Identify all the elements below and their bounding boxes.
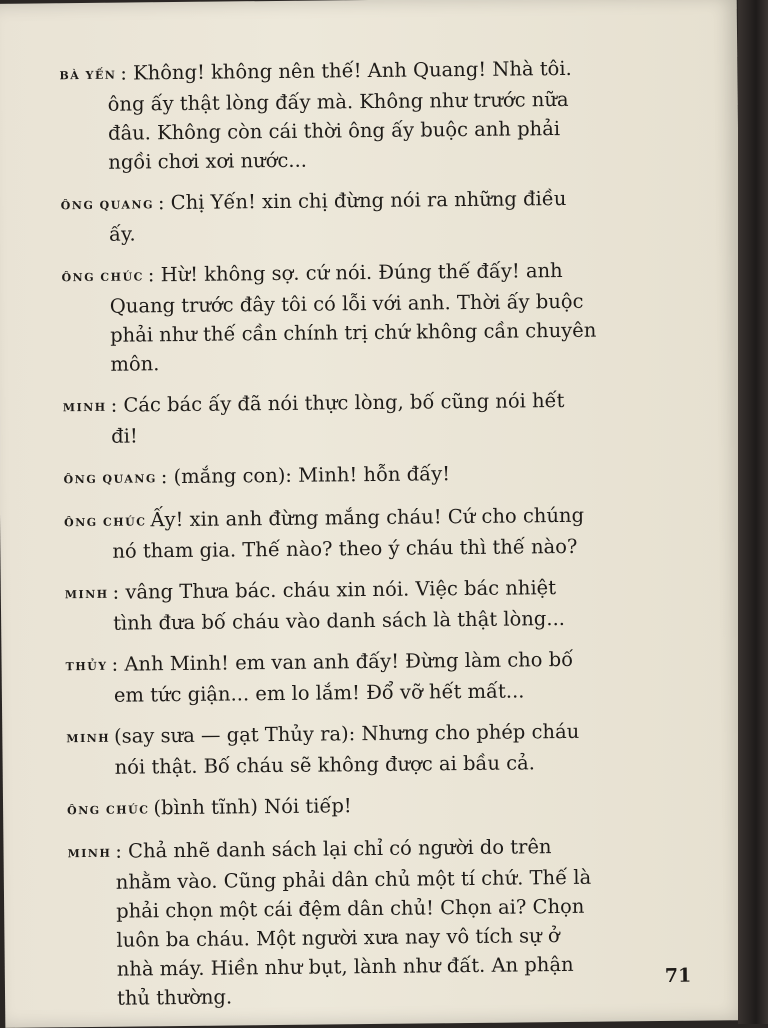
speaker-name: MINH <box>66 731 111 746</box>
dialogue-text: (bình tĩnh) Nói tiếp! <box>153 794 352 820</box>
dialogue-line: nhà máy. Hiền như bụt, lành như đất. An phận <box>116 952 574 981</box>
page-number: 71 <box>664 964 692 987</box>
dialogue-text: : vâng Thưa bác. cháu xin nói. Việc bác nhiệt <box>112 576 557 604</box>
dialogue-line: ấy. <box>108 222 136 246</box>
speaker-name: BÀ YẾN <box>59 68 117 83</box>
dialogue-line: ông ấy thật lòng đấy mà. Không như trước nữa <box>107 87 569 116</box>
speaker-name: MINH <box>67 846 112 861</box>
speaker-name: THỦY <box>65 659 108 674</box>
dialogue-line: đâu. Không còn cái thời ông ấy buộc anh phải <box>107 117 561 145</box>
dialogue-block <box>59 53 699 1026</box>
dialogue-line: nói thật. Bố cháu sẽ không được ai bầu cả. <box>114 751 536 779</box>
dialogue-line: em tức giận... em lo lắm! Đổ vỡ hết mất... <box>113 679 525 707</box>
dialogue-line <box>63 457 693 495</box>
dialogue-line: thủ thường. <box>116 985 233 1010</box>
speaker-name: ÔNG CHÚC <box>67 803 150 818</box>
dialogue-line: nó tham gia. Thế nào? theo ý cháu thì thế nào? <box>112 534 578 563</box>
dialogue-line: Quang trước đây tôi có lỗi với anh. Thời ấy buộc <box>109 289 584 318</box>
dialogue-line: phải chọn một cái đệm dân chủ! Chọn ai? Chọn <box>116 894 585 923</box>
dialogue-line: môn. <box>110 352 160 376</box>
dialogue-entry <box>63 457 693 495</box>
speaker-name: ÔNG CHÚC <box>61 270 144 285</box>
dialogue-text: : Anh Minh! em van anh đấy! Đừng làm cho bố <box>111 647 574 676</box>
dialogue-text: : (mắng con): Minh! hỗn đấy! <box>160 462 451 489</box>
dialogue-text: Ấy! xin anh đừng mắng cháu! Cứ cho chúng <box>150 503 585 532</box>
dialogue-line: tình đưa bố cháu vào danh sách là thật lòng... <box>113 606 566 635</box>
book-edge-background <box>738 0 768 1024</box>
dialogue-text: : Chị Yến! xin chị đừng nói ra những điều <box>157 186 567 215</box>
dialogue-line: ngồi chơi xơi nước... <box>108 148 308 174</box>
dialogue-entry <box>61 255 692 380</box>
dialogue-entry <box>66 716 697 783</box>
speaker-name: MINH <box>64 587 109 602</box>
speaker-name: ÔNG CHÚC <box>64 515 147 530</box>
dialogue-entry <box>65 644 696 711</box>
dialogue-entry <box>63 385 694 452</box>
dialogue-line: đi! <box>111 424 138 448</box>
dialogue-entry <box>61 183 692 250</box>
dialogue-text: (say sưa — gạt Thủy ra): Nhưng cho phép cháu <box>113 719 580 748</box>
speaker-name: MINH <box>62 400 107 415</box>
speaker-name: ÔNG QUANG <box>63 472 157 487</box>
dialogue-line: luôn ba cháu. Một người xưa nay vô tích sự ở <box>116 924 560 952</box>
dialogue-line: phải như thế cần chính trị chứ không cần chuyên <box>110 318 597 347</box>
dialogue-text: : Không! không nên thế! Anh Quang! Nhà tôi. <box>120 56 572 85</box>
dialogue-line: nhằm vào. Cũng phải dân chủ một tí chứ. Thế là <box>115 865 592 894</box>
dialogue-entry <box>67 831 699 1014</box>
dialogue-line <box>67 788 697 826</box>
dialogue-text: : Các bác ấy đã nói thực lòng, bố cũng nói hết <box>110 388 565 417</box>
dialogue-entry <box>65 572 696 639</box>
dialogue-text: : Hừ! không sợ. cứ nói. Đúng thế đấy! anh <box>147 258 563 287</box>
dialogue-entry <box>67 788 697 826</box>
dialogue-entry <box>59 53 690 178</box>
speaker-name: ÔNG QUANG <box>60 198 155 213</box>
dialogue-text: : Chả nhẽ danh sách lại chỉ có người do trên <box>115 835 552 863</box>
dialogue-entry <box>64 500 695 567</box>
